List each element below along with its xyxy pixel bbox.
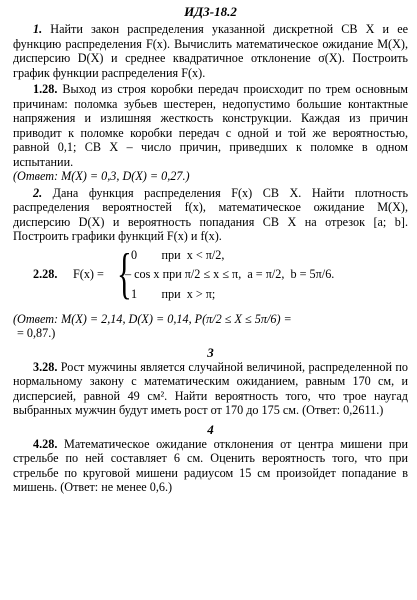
problem-1-28-text: Выход из строя коробки передач происходит по трем основным причинам: поломка зубьев шестерен, недопустимо большие контактные напряжения и излишняя жесткость конструкции. Каждая из причин приводит к поломке коробки передач с одной и той же вероятностью, равной 0,1; СВ X – число причин, приведших к поломке в одном испытании. bbox=[13, 82, 409, 169]
formula-case-1: 0 при x < π/2, bbox=[131, 247, 225, 262]
task-1-text: Найти закон распределения указанной дискретной СВ X и ее функцию распределения F(x). Вычислить математическое ожидание M(X), дисперсию D(X) и среднее квадратичное отклонение σ(X). Построить график функции распределения F(x). bbox=[13, 22, 409, 80]
problem-1-28-number: 1.28. bbox=[33, 82, 58, 96]
formula-brace: { bbox=[117, 242, 132, 305]
problem-1-28 bbox=[13, 82, 408, 184]
problem-4-28-number: 4.28. bbox=[33, 436, 58, 451]
page-title: ИДЗ-18.2 bbox=[184, 4, 237, 19]
task-2 bbox=[13, 186, 408, 244]
formula-case-2: – cos x при π/2 ≤ x ≤ π, a = π/2, b = 5π/6. bbox=[125, 266, 335, 281]
problem-1-28-answer: (Ответ: M(X) = 0,3, D(X) = 0,27.) bbox=[13, 169, 190, 183]
task-2-text: Дана функция распределения F(x) СВ X. Найти плотность распределения вероятностей f(x), математическое ожидание M(X), дисперсию D(X) и вероятность попадания СВ X на отрезок [a; b]. Построить графики функций F(x) и f(x). bbox=[13, 185, 409, 243]
problem-4-28 bbox=[13, 437, 408, 495]
problem-4-28-text: Математическое ожидание отклонения от центра мишени при стрельбе по ней составляет 6 см. Оценить вероятность того, что при стрельбе по круговой мишени радиусом 15 см произойдет попадание в мишень. (Ответ: не менее 0,6.) bbox=[13, 436, 408, 494]
problem-2-28-number: 2.28. bbox=[33, 266, 58, 281]
task-2-number: 2. bbox=[33, 185, 43, 200]
problem-3-28 bbox=[13, 360, 408, 418]
problem-2-28-formula bbox=[13, 242, 408, 306]
problem-2-28-answer-line-1: (Ответ: M(X) = 2,14, D(X) = 0,14, P(π/2 ≤ X ≤ 5π/6) = bbox=[13, 311, 292, 326]
problem-2-28-answer bbox=[13, 312, 408, 341]
problem-2-28-answer-line-2: = 0,87.) bbox=[17, 326, 56, 340]
problem-3-28-number: 3.28. bbox=[33, 359, 58, 374]
section-heading-3: 3 bbox=[207, 344, 214, 360]
task-1-number: 1. bbox=[33, 22, 43, 36]
formula-lhs: F(x) = bbox=[73, 266, 104, 281]
task-1 bbox=[13, 22, 408, 80]
problem-3-28-text: Рост мужчины является случайной величиной, распределенной по нормальному закону с математическим ожиданием, равным 170 см, и дисперсией, равной 49 см². Найти вероятность того, что трое наугад выбранных мужчин будут иметь рост от 170 до 175 см. (Ответ: 0,2611.) bbox=[13, 359, 408, 417]
formula-case-3: 1 при x > π; bbox=[131, 286, 216, 301]
section-heading-4: 4 bbox=[207, 421, 214, 437]
